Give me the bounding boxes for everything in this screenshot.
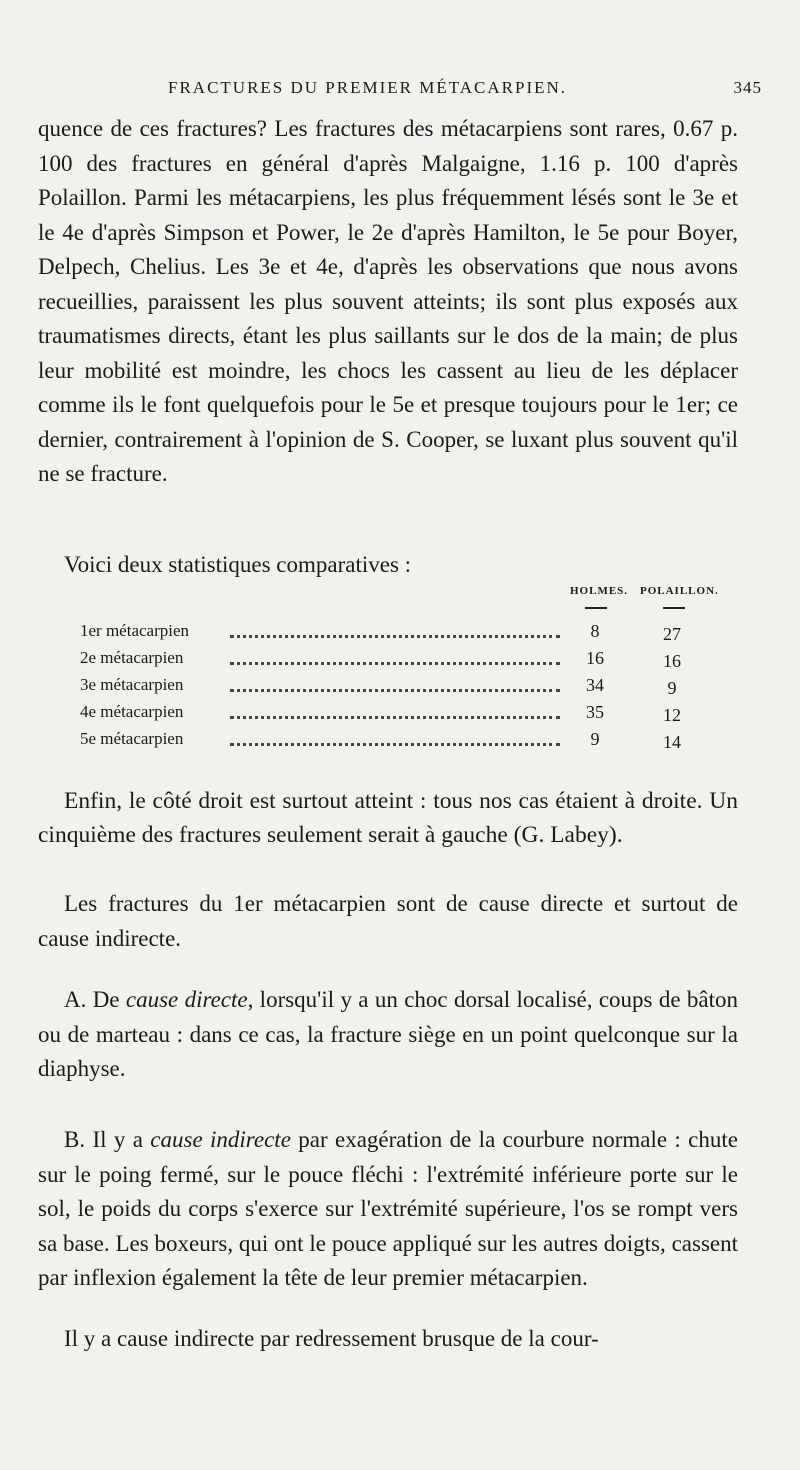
dot-leader	[230, 689, 560, 692]
polaillon-value: 9	[667, 678, 677, 698]
paragraph-4: Les fractures du 1er métacarpien sont de cause directe et surtout de cause indirecte.	[38, 891, 738, 951]
dot-leader	[230, 635, 560, 638]
paragraph-6-rest: par exagération de la courbure normale : chute sur le poing fermé, sur le pouce fléchi : l'extrémité inférieure porte sur le sol, le poids du corps s'exerce sur l'extrémité supérieure, l'os se rompt vers sa base. Les boxeurs, qui ont le pouce appliqué sur les autres doigts, cassent par inflexion également la tête de leur premier métacarpien.	[38, 1127, 738, 1290]
paragraph-6-lead: B. Il y a	[64, 1127, 151, 1152]
polaillon-value: 14	[663, 732, 681, 752]
table-row	[80, 648, 720, 675]
header-rule	[663, 607, 685, 609]
row-label: 1er métacarpien	[80, 621, 190, 640]
paragraph-6	[38, 1123, 738, 1296]
holmes-value: 16	[586, 648, 604, 668]
paragraph-1: quence de ces fractures? Les fractures des métacarpiens sont rares, 0.67 p. 100 des fractures en général d'après Malgaigne, 1.16 p. 100 d'après Polaillon. Parmi les métacarpiens, les plus fréquemment lésés sont le 3e et le 4e d'après Simpson et Power, le 2e d'après Hamilton, le 5e pour Boyer, Delpech, Chelius. Les 3e et 4e, d'après les observations que nous avons recueillies, paraissent les plus souvent atteints; ils sont plus exposés aux traumatismes directs, étant les plus saillants sur le dos de la main; de plus leur mobilité est moindre, les chocs les cassent au lieu de les déplacer comme ils le font quelquefois pour le 5e et presque toujours pour le 1er; ce dernier, contrairement à l'opinion de S. Cooper, se luxant plus souvent qu'il ne se fracture.	[38, 116, 738, 486]
polaillon-value: 12	[663, 705, 681, 725]
holmes-value: 35	[586, 702, 604, 722]
dot-leader	[230, 662, 560, 665]
holmes-value: 9	[590, 729, 600, 749]
table-row	[80, 675, 720, 702]
column-header-polaillon: POLAILLON.	[640, 585, 719, 597]
page-number: 345	[733, 78, 762, 97]
paragraph-5-lead: A. De	[64, 987, 126, 1012]
dot-leader	[230, 716, 560, 719]
table-row	[80, 702, 720, 729]
holmes-value: 34	[586, 675, 604, 695]
paragraph-7: Il y a cause indirecte par redressement brusque de la cour-	[64, 1326, 599, 1351]
dot-leader	[230, 743, 560, 746]
table-row	[80, 729, 720, 756]
row-label: 5e métacarpien	[80, 729, 184, 748]
paragraph-6-emphasis: cause indirecte	[150, 1127, 291, 1152]
paragraph-5-rest: , lorsqu'il y a un choc dorsal localisé, coups de bâton ou de marteau : dans ce cas, la fracture siège en un point quelconque sur la diaphyse.	[38, 987, 738, 1081]
table-row	[80, 621, 720, 648]
polaillon-value: 16	[663, 651, 681, 671]
paragraph-5-emphasis: cause directe	[125, 987, 248, 1012]
polaillon-value: 27	[663, 624, 681, 644]
holmes-value: 8	[590, 621, 600, 641]
paragraph-5	[38, 983, 738, 1087]
paragraph-3: Enfin, le côté droit est surtout atteint : tous nos cas étaient à droite. Un cinquième des fractures seulement serait à gauche (G. Labey).	[38, 788, 738, 848]
paragraph-2: Voici deux statistiques comparatives :	[64, 552, 412, 577]
row-label: 2e métacarpien	[80, 648, 184, 667]
row-label: 4e métacarpien	[80, 702, 184, 721]
row-label: 3e métacarpien	[80, 675, 184, 694]
column-header-holmes: HOLMES.	[570, 585, 629, 597]
header-rule	[585, 607, 607, 609]
chapter-title: FRACTURES DU PREMIER MÉTACARPIEN.	[168, 78, 568, 97]
